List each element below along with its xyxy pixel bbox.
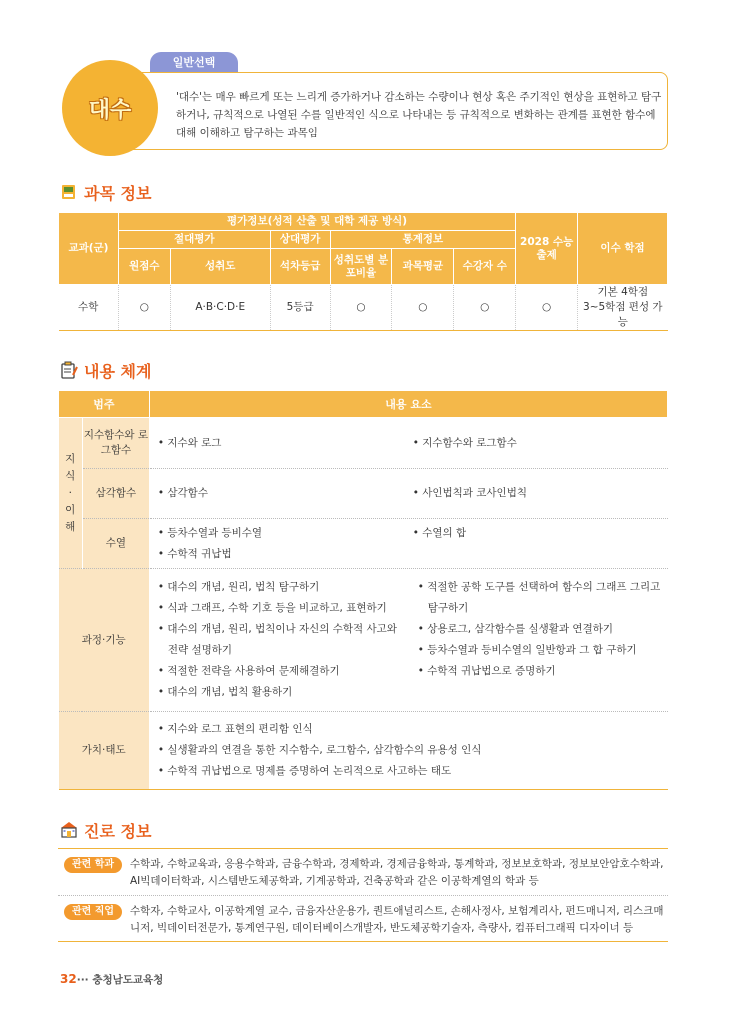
cell-achievement: A·B·C·D·E (170, 285, 270, 331)
cell-group: 수학 (59, 285, 119, 331)
list-item: • 적절한 공학 도구를 선택하여 함수의 그래프 그리고 탐구하기 (417, 581, 661, 614)
content-system-table (58, 390, 668, 790)
subcategory-sequence: 수열 (82, 519, 149, 569)
list-item: • 지수함수와 로그함수 (412, 436, 517, 449)
section-title: 진로 정보 (84, 821, 152, 841)
category-process: 과정·기능 (59, 569, 150, 712)
list-item: • 수학적 귀납법으로 명제를 증명하여 논리적으로 사고하는 태도 (157, 765, 452, 777)
cell-dist: ○ (330, 285, 392, 331)
divider (58, 941, 668, 942)
list-item: • 수학적 귀납법으로 증명하기 (417, 665, 556, 677)
table-row (59, 519, 668, 569)
footer-dots: ··· (76, 974, 89, 986)
header-csat: 2028 수능 출제 (516, 213, 578, 285)
cell-students: ○ (454, 285, 516, 331)
header-credits: 이수 학점 (578, 213, 668, 285)
list-item: • 적절한 전략을 사용하여 문제해결하기 (157, 665, 340, 677)
list-item: • 등차수열과 등비수열 (157, 526, 263, 539)
credits-basic: 기본 4학점 (597, 286, 649, 298)
page-footer (60, 972, 163, 987)
list-item: • 지수와 로그 표현의 편리함 인식 (157, 723, 313, 735)
content-elements (149, 519, 667, 569)
header-absolute: 절대평가 (118, 231, 270, 249)
section-title: 과목 정보 (84, 183, 152, 203)
table-row (59, 418, 668, 469)
list-item: • 삼각함수 (157, 487, 208, 499)
clipboard-icon (60, 361, 78, 379)
subject-type-tag: 일반선택 (150, 52, 238, 74)
subcategory-exp-log: 지수함수와 로그함수 (82, 418, 149, 469)
content-elements (149, 712, 667, 790)
career-dept-row (58, 856, 668, 890)
list-item: • 대수의 개념, 원리, 법칙 탐구하기 (157, 581, 320, 593)
table-row (59, 469, 668, 519)
page-number: 32 (60, 972, 77, 986)
list-item: • 수열의 합 (412, 526, 467, 539)
content-elements (149, 469, 667, 519)
header-avg: 과목평균 (392, 249, 454, 285)
list-item: • 지수와 로그 (157, 436, 222, 449)
cell-credits (578, 285, 668, 331)
header-raw: 원점수 (118, 249, 170, 285)
school-icon (60, 821, 78, 839)
divider (58, 848, 668, 849)
book-icon (60, 183, 78, 201)
header-relative: 상대평가 (270, 231, 330, 249)
table-row (59, 569, 668, 712)
career-info-heading (60, 818, 151, 842)
credits-range: 3~5학점 편성 가능 (583, 301, 663, 328)
subject-description: '대수'는 매우 빠르게 또는 느리게 증가하거나 감소하는 수량이나 현상 혹은 주기적인 현상을 표현하고 탐구하거나, 규칙적으로 나열된 수를 일반적인 식으로 나타내는 등 규칙적으로 변화하는 관계를 표현한 함수에 대해 이해하고 탐구하는 과목임 (176, 91, 662, 139)
section-title: 내용 체계 (84, 361, 152, 381)
header-group: 교과(군) (59, 213, 119, 285)
content-elements (149, 418, 667, 469)
header-eval: 평가정보(성적 산출 및 대학 제공 방식) (118, 213, 515, 231)
career-job-row (58, 903, 668, 937)
table-row (59, 712, 668, 790)
cell-raw: ○ (118, 285, 170, 331)
list-item: • 사인법칙과 코사인법칙 (412, 487, 527, 499)
content-system-heading (60, 358, 151, 382)
list-item: • 대수의 개념, 원리, 법칙이나 자신의 수학적 사고와 전략 설명하기 (157, 623, 397, 656)
header-stats: 통계정보 (330, 231, 516, 249)
subject-badge (62, 60, 158, 156)
cell-rank: 5등급 (270, 285, 330, 331)
list-item: • 실생활과의 연결을 통한 지수함수, 로그함수, 삼각함수의 유용성 인식 (157, 744, 482, 756)
category-values: 가치·태도 (59, 712, 150, 790)
header-elements: 내용 요소 (149, 391, 667, 418)
list-item: • 등차수열과 등비수열의 일반항과 그 합 구하기 (417, 644, 637, 656)
cell-avg: ○ (392, 285, 454, 331)
list-item: • 수학적 귀납법 (157, 547, 232, 560)
category-knowledge (59, 418, 83, 569)
list-item: • 상용로그, 삼각함수를 실생활과 연결하기 (417, 623, 613, 635)
job-text: 수학자, 수학교사, 이공학계열 교수, 금융자산운용가, 퀀트애널리스트, 손해사정사, 보험계리사, 펀드매니저, 리스크매니저, 빅데이터전문가, 통계연구원, 데이터베이스개발자, 반도체공학기술자, 측량사, 컴퓨터그래픽 디자이너 등 (130, 905, 664, 934)
course-info-table (58, 212, 668, 331)
header-rank: 석차등급 (270, 249, 330, 285)
header-achievement: 성취도 (170, 249, 270, 285)
course-info-heading (60, 180, 151, 204)
cell-csat: ○ (516, 285, 578, 331)
job-badge: 관련 직업 (64, 904, 122, 920)
list-item: • 식과 그래프, 수학 기호 등을 비교하고, 표현하기 (157, 602, 387, 614)
subject-title: 대수 (88, 97, 132, 123)
subcategory-trig: 삼각함수 (82, 469, 149, 519)
footer-org: 충청남도교육청 (92, 974, 164, 986)
header-dist: 성취도별 분포비율 (330, 249, 392, 285)
divider (58, 895, 668, 896)
dept-badge: 관련 학과 (64, 857, 122, 873)
content-elements (149, 569, 667, 712)
table-row (59, 285, 668, 331)
list-item: • 대수의 개념, 법칙 활용하기 (157, 686, 293, 698)
header-category: 범주 (59, 391, 150, 418)
dept-text: 수학과, 수학교육과, 응용수학과, 금융수학과, 경제학과, 경제금융학과, 통계학과, 정보보호학과, 정보보안암호수학과, AI빅데이터학과, 시스템반도체공학과, 기계공학과, 건축공학과 같은 이공학계열의 학과 등 (130, 858, 664, 887)
header-students: 수강자 수 (454, 249, 516, 285)
knowledge-label: 지식·이해 (65, 452, 76, 533)
